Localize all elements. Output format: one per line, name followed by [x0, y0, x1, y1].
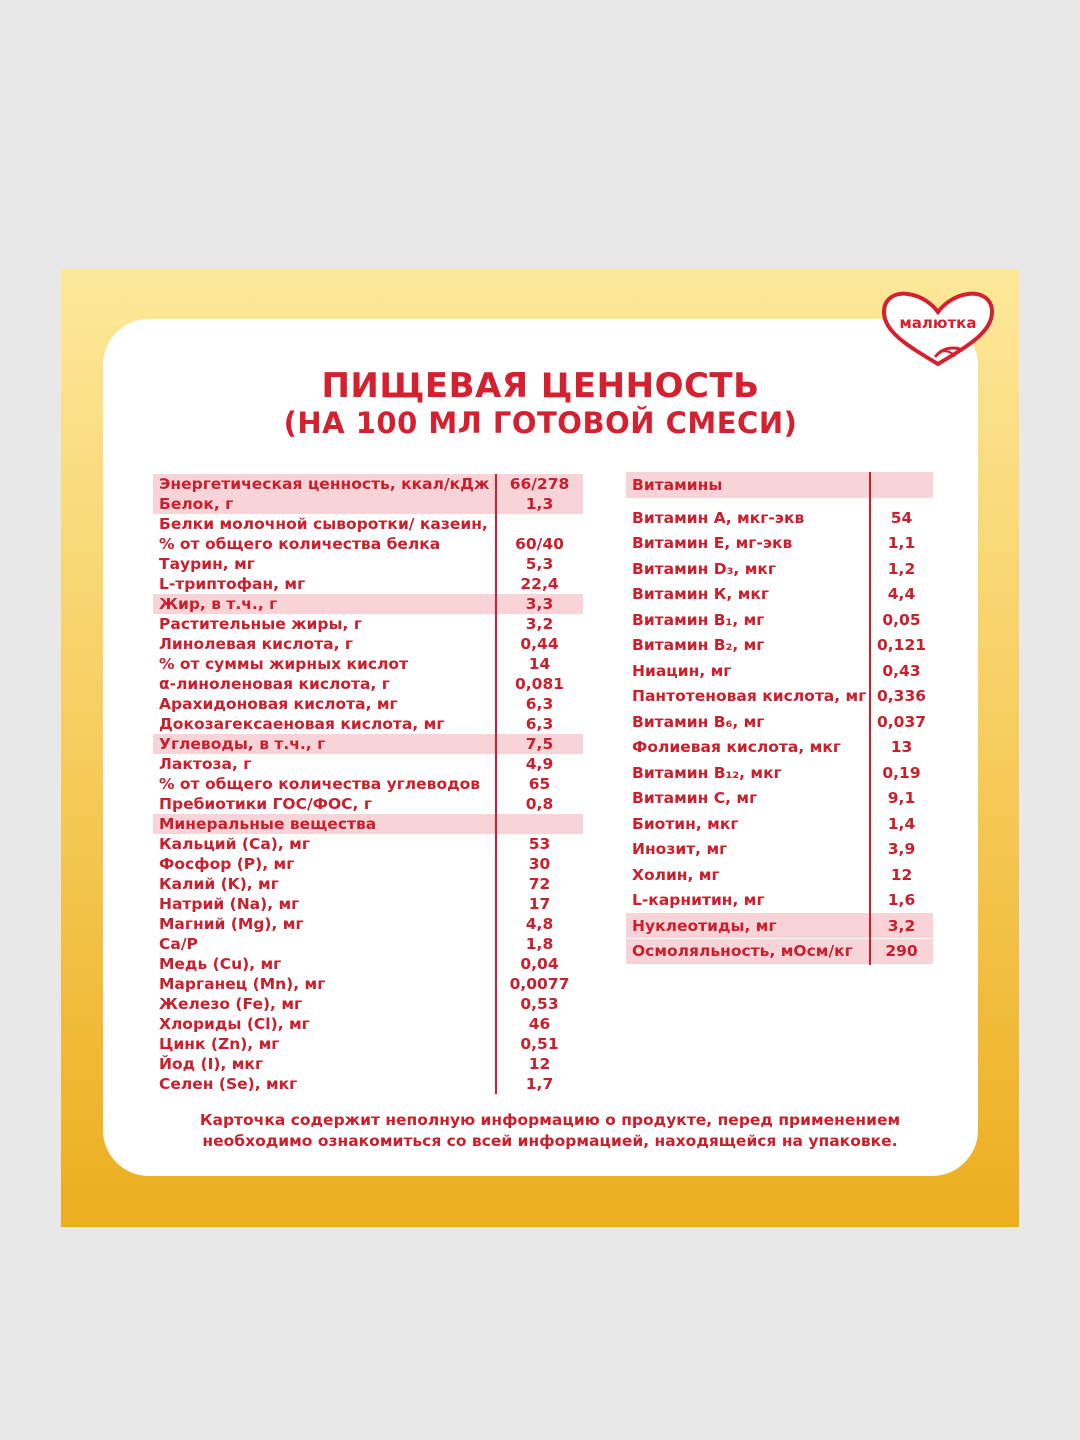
- table-row: [153, 714, 583, 734]
- row-label: Пантотеновая кислота, мг: [632, 687, 867, 705]
- row-value: 0,121: [876, 636, 927, 654]
- row-label: Растительные жиры, г: [159, 615, 362, 633]
- row-label: Холин, мг: [632, 865, 720, 884]
- row-label: Витамин B₁, мг: [632, 610, 765, 629]
- table-row: [153, 694, 583, 714]
- table-row: [153, 634, 583, 654]
- table-row: [626, 939, 933, 964]
- row-label: Арахидоновая кислота, мг: [159, 695, 398, 713]
- row-label: Витамин Е, мг-экв: [632, 534, 793, 552]
- row-label: Белок, г: [159, 495, 234, 513]
- row-value: 6,3: [525, 695, 554, 713]
- table-row: [626, 735, 933, 760]
- row-label: Витамин B₁₂, мкг: [632, 763, 782, 782]
- table-row: [153, 514, 583, 534]
- table-row: [153, 774, 583, 794]
- row-value: 54: [890, 508, 913, 527]
- row-label: Энергетическая ценность, ккал/кДж: [159, 475, 490, 493]
- row-value: 0,081: [514, 675, 565, 693]
- disclaimer-line-1: Карточка содержит неполную информацию о продукте, перед применением: [199, 1111, 901, 1129]
- table-row: [626, 556, 933, 581]
- row-value: 0,0077: [509, 975, 570, 993]
- row-value: 46: [528, 1015, 551, 1033]
- row-label: α-линоленовая кислота, г: [159, 675, 390, 693]
- row-label: Витамин К, мкг: [632, 585, 769, 603]
- row-label: Биотин, мкг: [632, 814, 739, 833]
- row-label: Лактоза, г: [159, 755, 252, 773]
- row-label: Селен (Se), мкг: [159, 1075, 298, 1093]
- disclaimer-line-2: необходимо ознакомиться со всей информацией, находящейся на упаковке.: [202, 1132, 898, 1150]
- logo-text: малютка: [899, 314, 977, 332]
- row-label: Ca/P: [159, 935, 198, 953]
- row-value: 0,53: [520, 995, 559, 1013]
- row-value: 0,05: [882, 610, 921, 629]
- row-label: L-карнитин, мг: [632, 891, 765, 909]
- row-label: Фолиевая кислота, мкг: [632, 738, 841, 756]
- row-label: Минеральные вещества: [159, 815, 377, 833]
- row-value: 1,2: [887, 559, 916, 578]
- heart-logo-icon: [878, 290, 998, 368]
- table-row: [153, 954, 583, 974]
- row-label: % от общего количества белка: [159, 535, 441, 553]
- table-row: [153, 1014, 583, 1034]
- table-row: [626, 633, 933, 658]
- row-label: Линолевая кислота, г: [159, 635, 353, 653]
- table-row: [626, 684, 933, 709]
- row-label: Марганец (Mn), мг: [159, 975, 326, 993]
- row-label: Осмоляльность, мОсм/кг: [632, 942, 853, 960]
- row-label: Докозагексаеновая кислота, мг: [159, 715, 445, 733]
- row-label: Ниацин, мг: [632, 661, 732, 680]
- row-value: 9,1: [887, 789, 916, 807]
- row-label: Магний (Mg), мг: [159, 915, 304, 933]
- table-row: [153, 654, 583, 674]
- row-value: 1,7: [525, 1075, 554, 1093]
- table-row: [153, 574, 583, 594]
- row-label: Цинк (Zn), мг: [159, 1035, 280, 1053]
- row-label: Железо (Fe), мг: [159, 995, 303, 1013]
- table-row: [626, 913, 933, 938]
- row-value: 1,1: [887, 534, 916, 552]
- table-row: [626, 472, 933, 498]
- table-row: [626, 607, 933, 632]
- table-row: [153, 594, 583, 614]
- row-label: Инозит, мг: [632, 840, 728, 858]
- row-label: % от суммы жирных кислот: [159, 655, 409, 673]
- row-value: 30: [528, 855, 551, 873]
- row-value: 4,4: [887, 585, 916, 603]
- table-row: [626, 582, 933, 607]
- table-row: [626, 658, 933, 683]
- table-row: [153, 494, 583, 514]
- row-value: 1,3: [525, 495, 554, 513]
- row-value: 0,43: [882, 661, 921, 680]
- table-row: [153, 734, 583, 754]
- row-label: Витамин С, мг: [632, 789, 758, 807]
- table-row: [153, 534, 583, 554]
- row-value: 4,9: [525, 755, 554, 773]
- row-label: Нуклеотиды, мг: [632, 916, 777, 935]
- table-row: [153, 614, 583, 634]
- table-row: [153, 814, 583, 834]
- row-value: 0,037: [876, 712, 927, 731]
- column-divider: [869, 472, 871, 965]
- nutrition-table-left: [153, 474, 583, 1094]
- table-row: [626, 888, 933, 913]
- table-row: [153, 914, 583, 934]
- row-label: Хлориды (Cl), мг: [159, 1015, 310, 1033]
- page-title: ПИЩЕВАЯ ЦЕННОСТЬ: [321, 366, 760, 406]
- row-value: 1,6: [887, 891, 916, 909]
- table-row: [153, 794, 583, 814]
- table-row: [153, 934, 583, 954]
- row-value: 0,19: [882, 763, 921, 782]
- table-row: [153, 854, 583, 874]
- row-value: 0,8: [525, 795, 554, 813]
- table-row: [626, 505, 933, 530]
- row-label: Белки молочной сыворотки/ казеин,: [159, 515, 488, 533]
- row-value: 17: [528, 895, 551, 913]
- row-label: Натрий (Na), мг: [159, 895, 300, 913]
- row-value: 3,9: [887, 840, 916, 858]
- disclaimer-note: [120, 1110, 980, 1152]
- table-row: [153, 754, 583, 774]
- table-row: [626, 811, 933, 836]
- table-row: [153, 974, 583, 994]
- row-value: 3,2: [887, 916, 916, 935]
- row-value: 0,04: [520, 955, 559, 973]
- row-label: Витамин А, мкг-экв: [632, 508, 805, 527]
- table-row: [153, 1034, 583, 1054]
- row-label: Калий (K), мг: [159, 875, 279, 893]
- table-row: [626, 786, 933, 811]
- row-label: Углеводы, в т.ч., г: [159, 735, 326, 753]
- row-value: 22,4: [520, 575, 559, 593]
- row-value: 3,2: [525, 615, 554, 633]
- vitamins-table-right: [626, 472, 933, 967]
- row-value: 6,3: [525, 715, 554, 733]
- row-label: Витамин D₃, мкг: [632, 559, 776, 578]
- row-label: Йод (I), мкг: [159, 1055, 264, 1073]
- row-label: % от общего количества углеводов: [159, 775, 481, 793]
- row-label: Медь (Cu), мг: [159, 955, 282, 973]
- row-label: Фосфор (P), мг: [159, 855, 295, 873]
- row-label: Кальций (Ca), мг: [159, 835, 310, 853]
- table-row: [153, 1054, 583, 1074]
- row-label: Витамин B₂, мг: [632, 636, 765, 654]
- row-label: L-триптофан, мг: [159, 575, 306, 593]
- row-value: 4,8: [525, 915, 554, 933]
- row-value: 65: [528, 775, 551, 793]
- row-value: 1,4: [887, 814, 916, 833]
- row-value: 66/278: [509, 475, 570, 493]
- row-value: 72: [528, 875, 551, 893]
- row-value: 13: [890, 738, 913, 756]
- row-label: Таурин, мг: [159, 555, 255, 573]
- table-row: [626, 862, 933, 887]
- table-row: [153, 834, 583, 854]
- row-value: 0,44: [520, 635, 559, 653]
- page-subtitle: (НА 100 МЛ ГОТОВОЙ СМЕСИ): [283, 406, 798, 440]
- table-row: [153, 994, 583, 1014]
- row-value: 5,3: [525, 555, 554, 573]
- row-label: Витамины: [632, 476, 723, 494]
- row-value: 60/40: [515, 535, 564, 553]
- table-row: [153, 554, 583, 574]
- table-row: [626, 709, 933, 734]
- table-row: [153, 1074, 583, 1094]
- row-value: 7,5: [525, 735, 554, 753]
- table-row: [153, 674, 583, 694]
- row-label: Пребиотики ГОС/ФОС, г: [159, 795, 372, 813]
- row-label: Жир, в т.ч., г: [159, 595, 278, 613]
- row-value: 3,3: [525, 595, 554, 613]
- row-value: 14: [528, 655, 551, 673]
- table-row: [626, 531, 933, 556]
- row-value: 12: [528, 1055, 551, 1073]
- table-row: [153, 894, 583, 914]
- column-divider: [495, 474, 497, 1094]
- table-row: [626, 837, 933, 862]
- row-value: 0,51: [520, 1035, 559, 1053]
- brand-logo: [878, 290, 998, 368]
- row-value: 0,336: [876, 687, 927, 705]
- table-row: [153, 474, 583, 494]
- row-value: 53: [528, 835, 551, 853]
- row-label: Витамин B₆, мг: [632, 712, 765, 731]
- row-value: 12: [890, 865, 913, 884]
- row-value: 290: [885, 942, 918, 960]
- row-value: 1,8: [525, 935, 554, 953]
- table-row: [153, 874, 583, 894]
- table-row: [626, 760, 933, 785]
